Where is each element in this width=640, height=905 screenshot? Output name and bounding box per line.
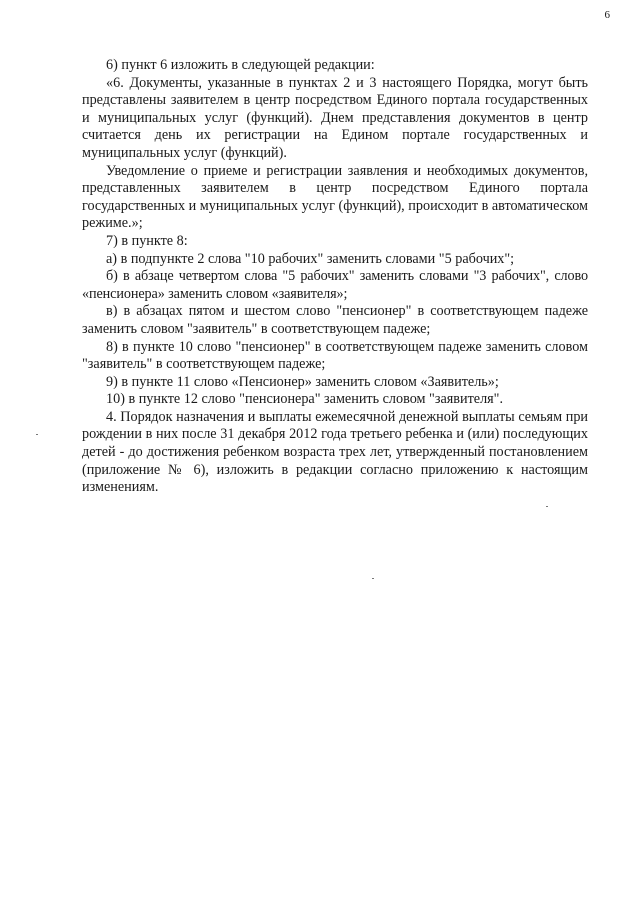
paragraph-item-9: 9) в пункте 11 слово «Пенсионер» заменить словом «Заявитель»; bbox=[106, 373, 499, 390]
paragraph-item-7-intro: 7) в пункте 8: bbox=[106, 232, 188, 249]
scan-speck bbox=[546, 506, 548, 507]
document-body bbox=[82, 57, 588, 497]
paragraph-section-4: 4. Порядок назначения и выплаты ежемесячной денежной выплаты семьям при рождении в них после 31 декабря 2012 года третьего ребенка и (или) последующих детей - до достижения ребенком возраста трех лет, утвержденный постановлением (приложение № 6), изложить в редакции согласно приложению к настоящим изменениям. bbox=[82, 408, 588, 496]
paragraph-item-6-text: «6. Документы, указанные в пунктах 2 и 3 настоящего Порядка, могут быть представлены заявителем в центр посредством Единого портала государственных и муниципальных услуг (функций). Днем представления документов в центр считается день их регистрации на Едином портале государственных и муниципальных услуг (функций). bbox=[82, 74, 588, 161]
paragraph-item-6-intro: 6) пункт 6 изложить в следующей редакции: bbox=[106, 57, 375, 73]
paragraph-item-7c: в) в абзацах пятом и шестом слово "пенсионер" в соответствующем падеже заменить словом "заявитель" в соответствующем падеже; bbox=[82, 303, 588, 337]
paragraph-item-10: 10) в пункте 12 слово "пенсионера" заменить словом "заявителя". bbox=[106, 391, 504, 408]
scan-speck bbox=[36, 434, 38, 435]
paragraph-item-7a: а) в подпункте 2 слова "10 рабочих" заменить словами "5 рабочих"; bbox=[106, 250, 515, 267]
paragraph-item-7b: б) в абзаце четвертом слова "5 рабочих" заменить словами "3 рабочих", слово «пенсионера» заменить словом «заявителя»; bbox=[82, 268, 588, 302]
paragraph-item-8: 8) в пункте 10 слово "пенсионер" в соответствующем падеже заменить словом "заявитель" в соответствующем падеже; bbox=[82, 338, 588, 373]
paragraph-notification: Уведомление о приеме и регистрации заявления и необходимых документов, представленных заявителем в центр посредством Единого портала государственных и муниципальных услуг (функций), происходит в автоматическом режиме.»; bbox=[82, 162, 588, 232]
page-number: 6 bbox=[604, 9, 610, 21]
scan-speck bbox=[372, 578, 374, 579]
